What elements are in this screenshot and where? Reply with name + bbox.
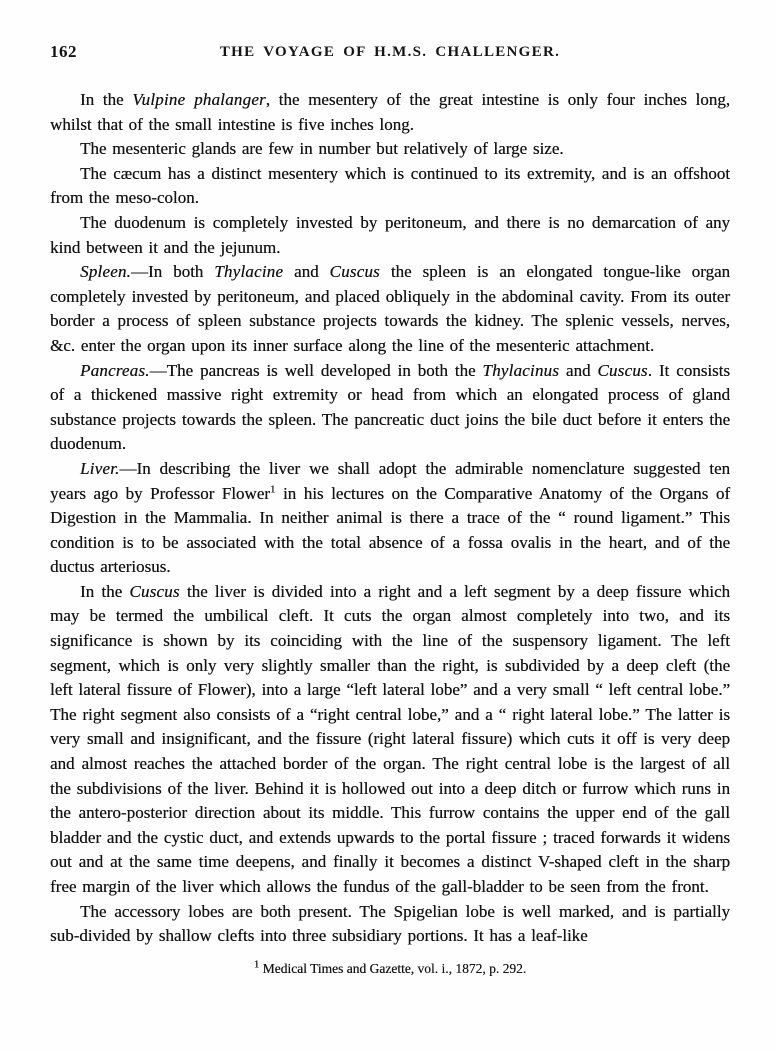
paragraph-text: The duodenum is completely invested by peritoneum, and there is no demarcation of any kind between it and the jejunum. (50, 212, 730, 257)
species-name: Thylacinus (482, 360, 560, 380)
paragraph-vulpine-phalanger (50, 88, 730, 137)
paragraph-text: In the (80, 90, 133, 109)
paragraph-text: In the (80, 581, 130, 601)
paragraph-accessory-lobes (50, 900, 730, 949)
footnote-reference: 1 (269, 482, 276, 495)
page-body (50, 88, 730, 949)
paragraph-text: . It consists of a thickened massive right extremity or head from which an elongated process of gland substance projects towards the spleen. The pancreatic duct joins the bile duct before it enters the duodenum. (50, 360, 730, 454)
species-name: Thylacine (214, 262, 284, 282)
paragraph-text: and (283, 262, 330, 282)
section-lead-word: Liver. (80, 458, 120, 478)
section-lead-word: Spleen. (80, 262, 131, 282)
species-name: Cuscus (597, 360, 648, 380)
running-title: THE VOYAGE OF H.M.S. CHALLENGER. (219, 44, 561, 60)
paragraph-mesenteric-glands (50, 137, 730, 162)
footnote-marker: 1 (253, 958, 260, 971)
paragraph-text: in his lectures on the Comparative Anatomy of the Organs of Digestion in the Mammalia. In neither animal is there a trace of the “ round ligament.” This condition is to be associated with the total absence of a fossa ovalis in the heart, and of the ductus arteriosus. (50, 483, 730, 577)
page-number: 162 (50, 42, 77, 61)
paragraph-caecum (50, 162, 730, 211)
species-name: Cuscus (129, 581, 180, 601)
paragraph-text: and (559, 360, 598, 380)
paragraph-text: the liver is divided into a right and a left segment by a deep fissure which may be termed the umbilical cleft. It cuts the organ almost completely into two, and its significance is shown by its coinciding with the line of the suspensory ligament. The left segment, which is only very slightly smaller than the right, is subdivided by a deep cleft (the left lateral fissure of Flower), into a large “left lateral lobe” and a very small “ left central lobe.” The right segment also consists of a “right central lobe,” and a “ right lateral lobe.” The latter is very small and insignificant, and the fissure (right lateral fissure) which cuts it off is very deep and almost reaches the attached border of the organ. The right central lobe is the largest of all the subdivisions of the liver. Behind it is hollowed out into a deep ditch or furrow which runs in the antero-posterior direction about its middle. This furrow contains the upper end of the gall bladder and the cystic duct, and extends upwards to the portal fissure ; traced forwards it widens out and at the same time deepens, and finally it becomes a distinct V-shaped cleft in the sharp free margin of the liver which allows the fundus of the gall-bladder to be seen from the front. (50, 581, 730, 896)
paragraph-text: The cæcum has a distinct mesentery which is continued to its extremity, and is an offshoot from the meso-colon. (50, 163, 730, 208)
section-lead-word: Pancreas. (80, 360, 150, 380)
paragraph-text: —In describing the liver we shall adopt the admirable nomenclature suggested ten years ago by Professor Flower (50, 458, 730, 503)
paragraph-duodenum (50, 211, 730, 260)
paragraph-text: The mesenteric glands are few in number but relatively of large size. (80, 139, 564, 159)
species-name: Vulpine phalanger (132, 90, 266, 109)
paragraph-text: , the mesentery of the great intestine is only four inches long, whilst that of the small intestine is five inches long. (50, 90, 730, 134)
footnote (50, 958, 730, 977)
paragraph-pancreas (50, 359, 730, 457)
paragraph-cuscus-liver (50, 580, 730, 900)
paragraph-text: —In both (130, 262, 215, 282)
paragraph-liver (50, 457, 730, 580)
footnote-text: Medical Times and Gazette, vol. i., 1872, p. 292. (262, 960, 527, 976)
page-header (50, 42, 730, 64)
paragraph-text: The accessory lobes are both present. The Spigelian lobe is well marked, and is partially sub-divided by shallow clefts into three subsidiary portions. It has a leaf-like (50, 901, 730, 946)
paragraph-text: the spleen is an elongated tongue-like organ completely invested by peritoneum, and placed obliquely in the abdominal cavity. From its outer border a process of spleen substance projects towards the kidney. The splenic vessels, nerves, &c. enter the organ upon its inner surface along the line of the mesenteric attachment. (50, 262, 730, 355)
paragraph-text: —The pancreas is well developed in both the (149, 360, 483, 380)
paragraph-spleen (50, 260, 730, 358)
species-name: Cuscus (329, 262, 380, 282)
